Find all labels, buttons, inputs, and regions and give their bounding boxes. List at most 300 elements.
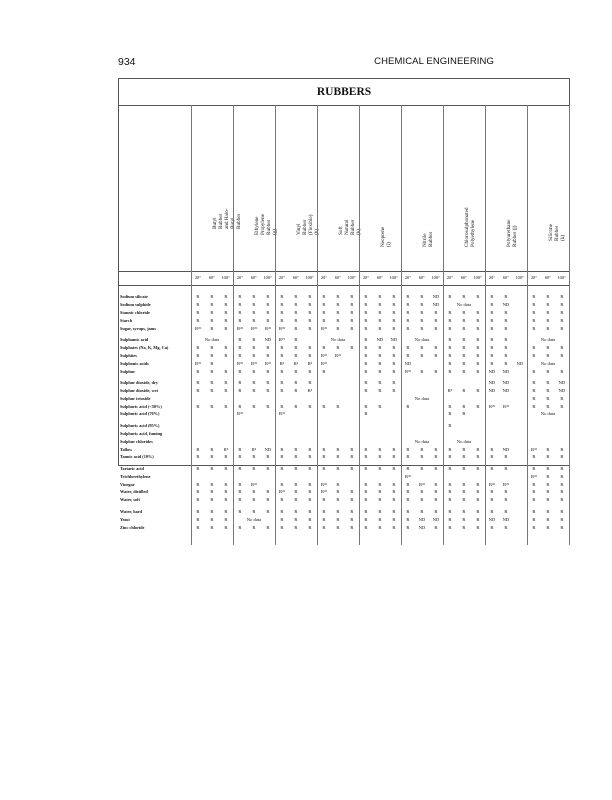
rating-cell: [359, 344, 401, 352]
rating-value: R: [210, 508, 214, 514]
temperature-group: [527, 271, 569, 285]
rating-cell: [359, 360, 401, 368]
rating-cell: [401, 410, 443, 418]
rating-value: R: [364, 497, 368, 503]
rating-value: R: [448, 489, 452, 495]
rating-cell: [527, 387, 569, 395]
rating-value: R: [406, 294, 410, 299]
rating-value: R: [532, 352, 536, 358]
rating-value: R: [546, 301, 550, 307]
rating-value: R: [266, 489, 270, 495]
table-row: [119, 481, 569, 489]
rating-value: R³³: [335, 352, 341, 358]
chemical-name: Tartaric acid: [120, 465, 144, 471]
rating-cell: [443, 465, 485, 473]
rating-value: R: [280, 379, 284, 385]
rating-cell: [191, 446, 233, 454]
rating-value: R: [504, 489, 508, 495]
rating-cell: [275, 293, 317, 301]
rating-value: R: [280, 317, 284, 323]
rating-cell: [275, 508, 317, 516]
rating-cell: [527, 379, 569, 387]
temperature-label: 100°: [557, 275, 566, 280]
rating-cell: [275, 344, 317, 352]
rating-value: R: [350, 325, 354, 331]
rating-value: ND: [488, 387, 496, 393]
rating-value: R: [448, 446, 452, 452]
rating-value: R: [546, 387, 550, 393]
rating-cell: [401, 473, 443, 481]
rating-value: R: [350, 497, 354, 503]
rating-value: R: [266, 465, 270, 471]
rating-value: R: [336, 497, 340, 503]
rating-value: R³: [293, 360, 299, 366]
rating-value: R: [350, 454, 354, 460]
rating-value: R: [490, 524, 494, 530]
rating-value: R: [280, 508, 284, 514]
rating-value: R: [504, 317, 508, 323]
rating-value: R²: [307, 387, 313, 393]
rating-cell: [401, 496, 443, 504]
rating-value: R: [294, 465, 298, 471]
rating-value: ND: [558, 387, 566, 393]
temperature-group: [443, 271, 485, 285]
rating-value: R: [308, 368, 312, 374]
rating-cell: [401, 301, 443, 309]
rating-cell: [359, 317, 401, 325]
rating-value: R: [406, 489, 410, 495]
rating-cell: [191, 496, 233, 504]
rating-value: R: [294, 352, 298, 358]
rating-value: R: [378, 508, 382, 514]
rating-value: ND: [488, 368, 496, 374]
rating-cell: [443, 508, 485, 516]
rating-cell: [317, 344, 359, 352]
rating-value: ND: [418, 516, 426, 522]
rating-value: R: [378, 352, 382, 358]
rating-cell: [233, 453, 275, 461]
rating-cell: [443, 344, 485, 352]
temperature-label: 20°: [530, 275, 537, 280]
rating-value: R: [210, 387, 214, 393]
rating-value: R²: [223, 446, 229, 452]
rating-value: R: [420, 465, 424, 471]
rating-value: R: [378, 516, 382, 522]
table-row: [119, 344, 569, 352]
rating-cell: [443, 438, 485, 446]
rating-cell: [485, 360, 527, 368]
rating-value: R: [448, 325, 452, 331]
rating-value: R: [462, 368, 466, 374]
rating-value: R: [210, 497, 214, 503]
rating-value: R: [350, 317, 354, 323]
rating-cell: [359, 473, 401, 481]
rating-cell: [191, 481, 233, 489]
rating-cell: [401, 395, 443, 403]
rating-value: R: [560, 325, 564, 331]
rating-value: R: [308, 454, 312, 460]
rating-cell: [275, 438, 317, 446]
rating-value: R: [462, 403, 466, 409]
rating-value: R: [532, 403, 536, 409]
rating-value: R: [378, 465, 382, 471]
rating-cell: [191, 309, 233, 317]
rating-value: ND: [502, 387, 510, 393]
rating-cell: [233, 387, 275, 395]
page-number: 934: [118, 56, 136, 68]
rating-value: R: [364, 387, 368, 393]
rating-value: R: [392, 497, 396, 503]
rating-value: R: [462, 454, 466, 460]
rating-value: R: [392, 301, 396, 307]
rating-value: R: [434, 454, 438, 460]
rating-value: R: [266, 524, 270, 530]
rating-cell: [401, 352, 443, 360]
rating-cell: [191, 325, 233, 333]
rating-value: R: [364, 524, 368, 530]
rating-value: R: [252, 344, 256, 350]
rating-value: R: [238, 379, 242, 385]
rating-cell: [527, 481, 569, 489]
rating-cell: [401, 293, 443, 301]
rating-value: R: [406, 508, 410, 514]
temperature-group: [275, 271, 317, 285]
rating-value: ND: [390, 336, 398, 342]
rating-value: R: [462, 465, 466, 471]
rating-value: R: [532, 368, 536, 374]
rating-value: R: [196, 446, 200, 452]
rating-value: R: [350, 446, 354, 452]
rating-value: R: [294, 481, 298, 487]
rating-value: R: [252, 524, 256, 530]
rating-value: R: [266, 352, 270, 358]
rating-value: R: [448, 481, 452, 487]
rating-value: R: [546, 489, 550, 495]
rating-value: R: [476, 481, 480, 487]
rating-value: R: [546, 446, 550, 452]
rating-value: R: [322, 368, 326, 374]
rating-value: R: [238, 336, 242, 342]
temperature-label: 100°: [389, 275, 398, 280]
table-row: [119, 516, 569, 524]
rating-cell: [275, 352, 317, 360]
rating-value: R: [322, 403, 326, 409]
rating-value: R: [308, 325, 312, 331]
rating-cell: [443, 336, 485, 344]
rating-cell: [359, 488, 401, 496]
rating-value: R: [476, 516, 480, 522]
rating-cell: [191, 301, 233, 309]
temperature-label: 60°: [250, 275, 257, 280]
rating-value: R: [420, 294, 424, 299]
rating-value: R: [238, 317, 242, 323]
rating-cell: [233, 516, 275, 524]
rating-value: R: [406, 325, 410, 331]
rating-cell: [191, 516, 233, 524]
chemical-name: Sulphonic acids: [120, 360, 149, 366]
rating-value: R: [322, 309, 326, 315]
temperature-group: [485, 271, 527, 285]
rating-value: R: [308, 489, 312, 495]
rating-cell: [191, 352, 233, 360]
column-divider: [569, 105, 570, 545]
rating-cell: [359, 395, 401, 403]
rating-value: ND: [376, 336, 384, 342]
rating-cell: [401, 438, 443, 446]
rating-value: ND: [502, 516, 510, 522]
rating-cell: [191, 379, 233, 387]
rating-value: R: [462, 411, 466, 417]
rating-cell: [317, 379, 359, 387]
rating-cell: [317, 410, 359, 418]
rating-cell: [275, 301, 317, 309]
rating-value: R: [476, 489, 480, 495]
chemical-name: Sulphamic acid: [120, 336, 149, 342]
rating-value: R: [364, 309, 368, 315]
rating-value: R: [378, 446, 382, 452]
rating-value: R: [294, 497, 298, 503]
rating-value: ND: [264, 446, 272, 452]
rating-value: R: [364, 465, 368, 471]
rating-value: ND: [516, 360, 524, 366]
temperature-label: 60°: [208, 275, 215, 280]
chemical-name: Sulphur: [120, 368, 136, 374]
rating-cell: [317, 387, 359, 395]
rating-value: R: [294, 325, 298, 331]
rating-value: R: [280, 387, 284, 393]
rating-cell: [401, 360, 443, 368]
rating-cell: [485, 488, 527, 496]
rating-cell: [359, 325, 401, 333]
rating-value: R: [336, 317, 340, 323]
rating-value: R: [280, 344, 284, 350]
rating-value: R³³: [237, 325, 243, 331]
rating-cell: [233, 317, 275, 325]
table-row: [119, 368, 569, 376]
rating-cell: [401, 430, 443, 438]
rating-value: R: [224, 379, 228, 385]
chemical-name: Vinegar: [120, 481, 135, 487]
rating-cell: [317, 395, 359, 403]
rating-value: R: [308, 465, 312, 471]
temperature-label: 20°: [278, 275, 285, 280]
rating-value: R: [490, 489, 494, 495]
rating-cell: [527, 410, 569, 418]
rating-value: R: [462, 309, 466, 315]
rating-value: R: [532, 379, 536, 385]
rating-cell: [359, 309, 401, 317]
rating-value: R: [448, 360, 452, 366]
rating-value: R: [504, 336, 508, 342]
rating-value: R: [560, 508, 564, 514]
rating-cell: [191, 438, 233, 446]
rating-value: R: [406, 524, 410, 530]
temperature-label: 20°: [488, 275, 495, 280]
rating-cell: [359, 465, 401, 473]
rating-value: R: [322, 497, 326, 503]
rating-value: R: [504, 352, 508, 358]
chemical-name: Sulphur trioxide: [120, 395, 151, 401]
column-header-label: Polyurethane Rubber (j): [506, 219, 518, 247]
rating-cell: [191, 453, 233, 461]
rating-value: R: [448, 524, 452, 530]
rating-cell: [485, 410, 527, 418]
rating-value: R: [210, 403, 214, 409]
rating-value: R: [238, 387, 242, 393]
rating-value: R: [434, 317, 438, 323]
rating-value: ND: [264, 336, 272, 342]
rating-value: R: [392, 387, 396, 393]
rating-cell: [191, 387, 233, 395]
rating-cell: [527, 422, 569, 430]
rating-value: R: [308, 508, 312, 514]
rating-value: R: [196, 317, 200, 323]
rating-value: R: [476, 360, 480, 366]
rating-value: R: [406, 516, 410, 522]
rating-value: R: [224, 294, 228, 299]
rating-value: R: [336, 489, 340, 495]
rating-value: R: [252, 387, 256, 393]
table-row: [119, 309, 569, 317]
rating-value: R: [266, 301, 270, 307]
rating-cell: [401, 336, 443, 344]
rating-cell: [233, 403, 275, 411]
rating-value: R: [336, 301, 340, 307]
rating-value: No data: [456, 438, 472, 444]
rating-value: R: [266, 317, 270, 323]
rating-value: R: [448, 368, 452, 374]
rating-cell: [359, 387, 401, 395]
chemical-name: Tannic acid (10%): [120, 454, 154, 460]
rating-value: R: [196, 403, 200, 409]
rating-value: R: [252, 489, 256, 495]
column-divider: [485, 105, 486, 545]
rating-cell: [359, 379, 401, 387]
rating-cell: [275, 488, 317, 496]
rating-value: R: [532, 325, 536, 331]
rating-value: R: [378, 379, 382, 385]
rating-value: R: [350, 465, 354, 471]
rating-value: R: [294, 524, 298, 530]
rubbers-table: [118, 78, 570, 530]
chemical-name: Tallow: [120, 446, 133, 452]
temperature-label: 100°: [347, 275, 356, 280]
rating-value: R: [490, 344, 494, 350]
rating-value: R: [378, 360, 382, 366]
rating-value: R: [462, 325, 466, 331]
rating-cell: [485, 508, 527, 516]
column-divider: [527, 105, 528, 545]
rating-value: R: [476, 446, 480, 452]
rating-cell: [443, 481, 485, 489]
rating-value: R: [350, 489, 354, 495]
rating-value: R: [462, 524, 466, 530]
rating-value: R: [238, 465, 242, 471]
rating-value: R: [378, 301, 382, 307]
rating-cell: [233, 301, 275, 309]
table-row: [119, 360, 569, 368]
rating-value: R: [196, 497, 200, 503]
rating-value: R: [490, 508, 494, 514]
rating-cell: [485, 352, 527, 360]
column-header-label: Vinyl Rubber (Flexible) (h): [296, 214, 320, 235]
rating-value: No data: [414, 336, 430, 342]
rating-cell: [275, 430, 317, 438]
rating-value: R: [336, 508, 340, 514]
rating-value: R: [476, 403, 480, 409]
rating-cell: [359, 524, 401, 532]
rating-value: R: [560, 524, 564, 530]
rating-value: R: [252, 309, 256, 315]
rating-cell: [485, 336, 527, 344]
rating-cell: [233, 438, 275, 446]
rating-value: R³³: [265, 360, 271, 366]
rating-cell: [275, 379, 317, 387]
rating-value: R: [196, 454, 200, 460]
rating-value: R: [294, 516, 298, 522]
rating-cell: [485, 453, 527, 461]
temperature-label: 20°: [320, 275, 327, 280]
rating-cell: [485, 293, 527, 301]
rating-value: R: [364, 294, 368, 299]
rating-value: R³³: [251, 481, 257, 487]
rating-value: R: [224, 508, 228, 514]
rating-cell: [275, 473, 317, 481]
rating-cell: [317, 301, 359, 309]
rating-cell: [275, 368, 317, 376]
rating-value: R: [322, 465, 326, 471]
rating-cell: [191, 293, 233, 301]
rating-value: R: [546, 317, 550, 323]
rating-cell: [233, 481, 275, 489]
rating-value: R: [420, 508, 424, 514]
rating-value: R: [406, 403, 410, 409]
column-header: [401, 105, 443, 271]
rating-value: R: [462, 360, 466, 366]
rating-value: R³: [307, 360, 313, 366]
rating-value: R: [294, 446, 298, 452]
rating-value: R: [378, 489, 382, 495]
rating-value: R: [378, 387, 382, 393]
rating-value: R: [294, 344, 298, 350]
rating-value: R: [210, 325, 214, 331]
rating-cell: [359, 410, 401, 418]
rating-value: R: [196, 516, 200, 522]
table-row: [119, 524, 569, 532]
rating-cell: [401, 309, 443, 317]
rating-value: R: [420, 446, 424, 452]
rating-cell: [233, 465, 275, 473]
rating-cell: [317, 403, 359, 411]
rating-value: R: [350, 294, 354, 299]
rating-cell: [485, 524, 527, 532]
rating-cell: [233, 344, 275, 352]
rating-cell: [275, 496, 317, 504]
rating-value: R: [308, 497, 312, 503]
rating-value: R: [196, 489, 200, 495]
table-row: [119, 488, 569, 496]
rating-value: R: [364, 489, 368, 495]
rating-value: R: [350, 524, 354, 530]
column-divider: [443, 105, 444, 545]
rating-cell: [527, 336, 569, 344]
rating-value: R: [336, 516, 340, 522]
rating-value: R: [476, 309, 480, 315]
rating-value: R: [434, 508, 438, 514]
rating-cell: [527, 325, 569, 333]
rating-value: R: [238, 301, 242, 307]
rating-cell: [485, 438, 527, 446]
